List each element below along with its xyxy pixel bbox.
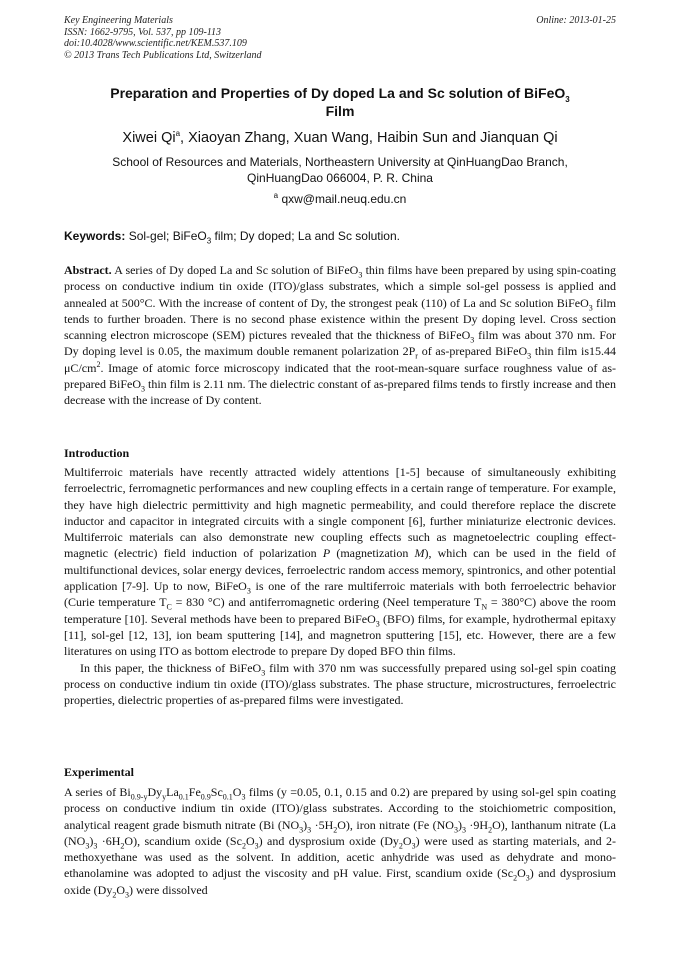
journal-name: Key Engineering Materials [64,15,173,26]
author-list: Xiwei Qi$^a$, Xiaoyan Zhang, Xuan Wang, Haibin Sun and Jianquan Qi [122,129,558,146]
abstract: Abstract. A series of Dy doped La and Sc solution of BiFeO$_3$ thin films have been prepared by using spin-coating process on conductive indium tin oxide (ITO)/glass substrates, which a simple sol-gel possess is applied and annealed at 500°C. With the increase of content of Dy, the strongest peak (110) of La and Sc solution BiFeO$_3$ film tends to further broaden. There is no second phase existence within the present Dy doping level. Cross section scanning electron microscope (SEM) pictures revealed that the thickness of BiFeO$_3$ film was about 370 nm. For Dy doping level is 0.05, the maximum double remanent polarization $2P_r$ of as-prepared BiFeO$_3$ thin film is15.44 $\mu C/cm^2$. Image of atomic force microscopy indicated that the root-mean-square surface roughness value of as-prepared BiFeO$_3$ thin film is 2.11 nm. The dielectric constant of as-prepared films tends to firstly increase and then decrease with the increase of Dy content. [64,263,617,408]
paper-title: Preparation and Properties of Dy doped La and Sc solution of BiFeO$_3$ Film [110,85,570,119]
copyright-line: © 2013 Trans Tech Publications Ltd, Switzerland [64,49,262,61]
keywords-label: Keywords: [64,229,126,243]
author-email: $^a$ qxw@mail.neuq.edu.cn [273,191,407,206]
experimental-paragraph: A series of $Bi_{0.9-y}Dy_yLa_{0.1}Fe_{0.9}Sc_{0.1}O_3$ films (y =0.05, 0.1, 0.15 and 0.2) are prepared by using sol-gel spin coating process on conductive indium tin oxide (ITO)/glass substrates. According to the stoichiometric composition, analytical reagent grade bismuth nitrate (Bi $(NO_3)_3 \cdot 5H_2O$), iron nitrate (Fe $(NO_3)_3 \cdot 9H_2O$), lanthanum nitrate (La $(NO_3)_3 \cdot 6H_2O$), scandium oxide $(Sc_2O_3)$ and dysprosium oxide $(Dy_2O_3)$ were used as starting materials, and 2-methoxyethane was used as the solvent. In addition, acetic anhydride was used as dehydrate and mono-ethanolamine was adopted to adjust the viscosity and pH value. First, scandium oxide $(Sc_2O_3)$ and dysprosium oxide $(Dy_2O_3)$ were dissolved [64,785,617,900]
doi-line: doi:10.4028/www.scientific.net/KEM.537.109 [64,38,247,49]
abstract-label: Abstract. [64,263,112,277]
keywords: Keywords: Sol-gel; BiFeO$_3$ film; Dy doped; La and Sc solution. [64,229,400,246]
journal-header [64,15,616,61]
introduction-heading: Introduction [64,446,130,460]
online-date: Online: 2013-01-25 [536,15,616,26]
introduction-paragraph-2: In this paper, the thickness of BiFeO$_3$ film with 370 nm was successfully prepared using sol-gel spin coating process on conductive indium tin oxide (ITO)/glass substrates. The phase structure, microstructures, ferroelectric properties, dielectric properties of as-prepared films were investigated. [64,660,616,708]
affiliation: School of Resources and Materials, Northeastern University at QinHuangDao Branch, QinHuangDao 066004, P. R. China [112,155,568,185]
introduction-paragraph-1: Multiferroic materials have recently attracted widely attentions [1-5] because of simultaneously exhibiting ferroelectric, ferromagnetic performances and new coupling effects in a certain range of temperature. For example, they have high dielectric permittivity and high magnetic permeability, and could therefore replace the discrete inductor and capacitor in integrated circuits with a single component [6], further miniaturize electronic devices. Multiferroic materials can also demonstrate new coupling effects such as magnetoelectric coupling effect-magnetic (electric) field induction of polarization P (magnetization M), which can be used in the field of multifunctional devices, solar energy devices, ferroelectric random access memory, spintronics, and other potential application [7-9]. Up to now, BiFeO$_3$ is one of the rare multiferroic materials with both ferroelectric behavior (Curie temperature $T_C = 830$ °C) and antiferromagnetic ordering (Neel temperature $T_N = 380^\circ C$) above the room temperature [10]. Several methods have been to prepared BiFeO$_3$ (BFO) films, for example, hydrothermal epitaxy [11], sol-gel [12, 13], ion beam sputtering [14], and magnetron sputtering [15], etc. However, there are a few literatures on using ITO as bottom electrode to prepare Dy doped BFO thin films. [64,465,616,659]
introduction-section [64,464,616,708]
experimental-heading: Experimental [64,765,134,779]
experimental-section [64,784,616,898]
issn-line: ISSN: 1662-9795, Vol. 537, pp 109-113 [64,26,222,38]
